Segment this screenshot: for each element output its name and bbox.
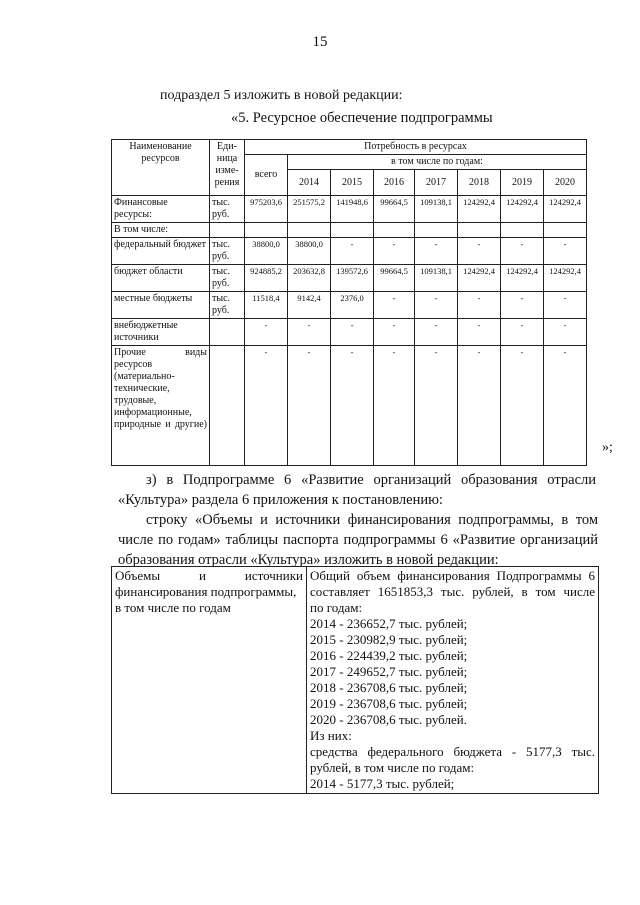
year-value-cell [415,223,458,238]
year-value-cell: - [458,238,501,265]
passport-right-line: 2014 - 236652,7 тыс. рублей; [310,616,468,631]
year-value-cell: - [374,319,415,346]
year-value-cell [288,223,331,238]
year-header: 2019 [501,170,544,196]
header-unit-line: ница [216,153,238,164]
passport-right-line: Из них: [310,728,352,743]
passport-right-line: составляет 1651853,3 тыс. рублей, в том числе [310,584,595,599]
year-value-cell: - [458,346,501,466]
year-value-cell: - [331,319,374,346]
year-value-cell: 124292,4 [544,265,587,292]
total-cell: - [245,319,288,346]
year-value-cell: - [331,346,374,466]
year-value-cell [458,223,501,238]
passport-right-line: Общий объем финансирования Подпрограммы 6 [310,568,595,583]
header-total: всего [245,155,288,196]
year-value-cell: 99664,5 [374,265,415,292]
unit-cell: тыс. руб. [210,265,245,292]
paragraph-row-line3: образования отрасли «Культура» изложить в новой редакции: [118,552,499,568]
resource-table [111,139,587,466]
resource-name-cell: федеральный бюджет [112,238,210,265]
year-value-cell: - [374,238,415,265]
total-cell: 11518,4 [245,292,288,319]
year-value-cell: - [544,292,587,319]
resource-row [112,292,587,319]
year-header: 2017 [415,170,458,196]
header-unit-line: Еди- [217,141,237,152]
passport-right-line: 2016 - 224439,2 тыс. рублей; [310,648,468,663]
intro-line: подраздел 5 изложить в новой редакции: [160,88,403,103]
passport-right-line: рублей, в том числе по годам: [310,760,475,775]
resource-name-cell: бюджет области [112,265,210,292]
resource-name-cell: Прочие виды ресурсов (материально-технические, трудовые, информационные, природные и другие) [112,346,210,466]
year-value-cell: - [415,292,458,319]
year-value-cell: - [544,319,587,346]
year-value-cell: - [458,292,501,319]
year-value-cell: 139572,6 [331,265,374,292]
paragraph-row-line2: числе по годам» таблицы паспорта подпрограммы 6 «Развитие организаций [118,532,598,548]
passport-right-line: 2017 - 249652,7 тыс. рублей; [310,664,468,679]
year-value-cell: - [501,238,544,265]
year-header: 2014 [288,170,331,196]
year-value-cell: - [374,292,415,319]
resource-row [112,319,587,346]
passport-right-line: 2015 - 230982,9 тыс. рублей; [310,632,468,647]
passport-left-cell [112,567,307,794]
year-header: 2016 [374,170,415,196]
year-value-cell: - [374,346,415,466]
year-value-cell: - [458,319,501,346]
year-value-cell: - [331,238,374,265]
resource-row [112,196,587,223]
header-need: Потребность в ресурсах [245,140,587,155]
year-value-cell: 99664,5 [374,196,415,223]
year-value-cell: 9142,4 [288,292,331,319]
paragraph-row-line1: строку «Объемы и источники финансирования подпрограммы, в том [146,512,598,528]
passport-right-line: 2014 - 5177,3 тыс. рублей; [310,776,455,791]
unit-cell: тыс. руб. [210,196,245,223]
passport-right-line: 2019 - 236708,6 тыс. рублей; [310,696,468,711]
total-cell: 924885,2 [245,265,288,292]
total-cell: 975203,6 [245,196,288,223]
resource-row [112,223,587,238]
year-value-cell [501,223,544,238]
year-value-cell: 109138,1 [415,196,458,223]
resource-name-cell: Финансовые ресурсы: [112,196,210,223]
year-value-cell [544,223,587,238]
year-value-cell: 251575,2 [288,196,331,223]
year-value-cell: - [544,346,587,466]
resource-row [112,265,587,292]
resource-name-cell: В том числе: [112,223,210,238]
year-value-cell: - [544,238,587,265]
resource-row [112,238,587,265]
year-value-cell: - [501,292,544,319]
year-header: 2020 [544,170,587,196]
year-value-cell: - [501,346,544,466]
year-value-cell: 203632,8 [288,265,331,292]
header-unit [210,140,245,196]
passport-left-line: Объемы и источники [115,568,303,583]
year-value-cell: 124292,4 [501,196,544,223]
unit-cell [210,319,245,346]
resource-name-cell: внебюджетные источники [112,319,210,346]
passport-left-line: финансирования подпрограммы, [115,584,297,599]
passport-table [111,566,599,794]
year-value-cell: - [415,346,458,466]
paragraph-z-line2: «Культура» раздела 6 приложения к постановлению: [118,492,443,508]
page-number: 15 [312,34,328,50]
unit-cell: тыс. руб. [210,238,245,265]
total-cell: 38800,0 [245,238,288,265]
year-value-cell: 2376,0 [331,292,374,319]
resource-name-cell: местные бюджеты [112,292,210,319]
year-header: 2015 [331,170,374,196]
unit-cell: тыс. руб. [210,292,245,319]
total-cell [245,223,288,238]
year-value-cell: - [288,346,331,466]
year-value-cell: 141948,6 [331,196,374,223]
year-value-cell: - [501,319,544,346]
year-value-cell [331,223,374,238]
closing-mark: »; [602,440,613,455]
passport-right-line: по годам: [310,600,363,615]
year-value-cell: - [415,238,458,265]
paragraph-z-line1: з) в Подпрограмме 6 «Развитие организаций образования отрасли [146,472,596,488]
passport-right-line: средства федерального бюджета - 5177,3 тыс. [310,744,595,759]
passport-left-line: в том числе по годам [115,600,231,615]
year-value-cell: 124292,4 [458,196,501,223]
unit-cell [210,223,245,238]
year-value-cell: - [415,319,458,346]
resource-row [112,346,587,466]
total-cell: - [245,346,288,466]
passport-right-cell [307,567,599,794]
passport-right-line: 2020 - 236708,6 тыс. рублей. [310,712,467,727]
year-value-cell: 124292,4 [501,265,544,292]
year-value-cell: 124292,4 [544,196,587,223]
unit-cell [210,346,245,466]
year-value-cell [374,223,415,238]
header-unit-line: изме- [215,165,239,176]
year-value-cell: 38800,0 [288,238,331,265]
year-value-cell: - [288,319,331,346]
header-unit-line: рения [214,177,240,188]
header-by-years: в том числе по годам: [288,155,587,170]
year-value-cell: 124292,4 [458,265,501,292]
section-heading: «5. Ресурсное обеспечение подпрограммы [231,110,493,126]
header-resource-name: Наименование ресурсов [112,140,210,196]
passport-right-line: 2018 - 236708,6 тыс. рублей; [310,680,468,695]
year-value-cell: 109138,1 [415,265,458,292]
year-header: 2018 [458,170,501,196]
